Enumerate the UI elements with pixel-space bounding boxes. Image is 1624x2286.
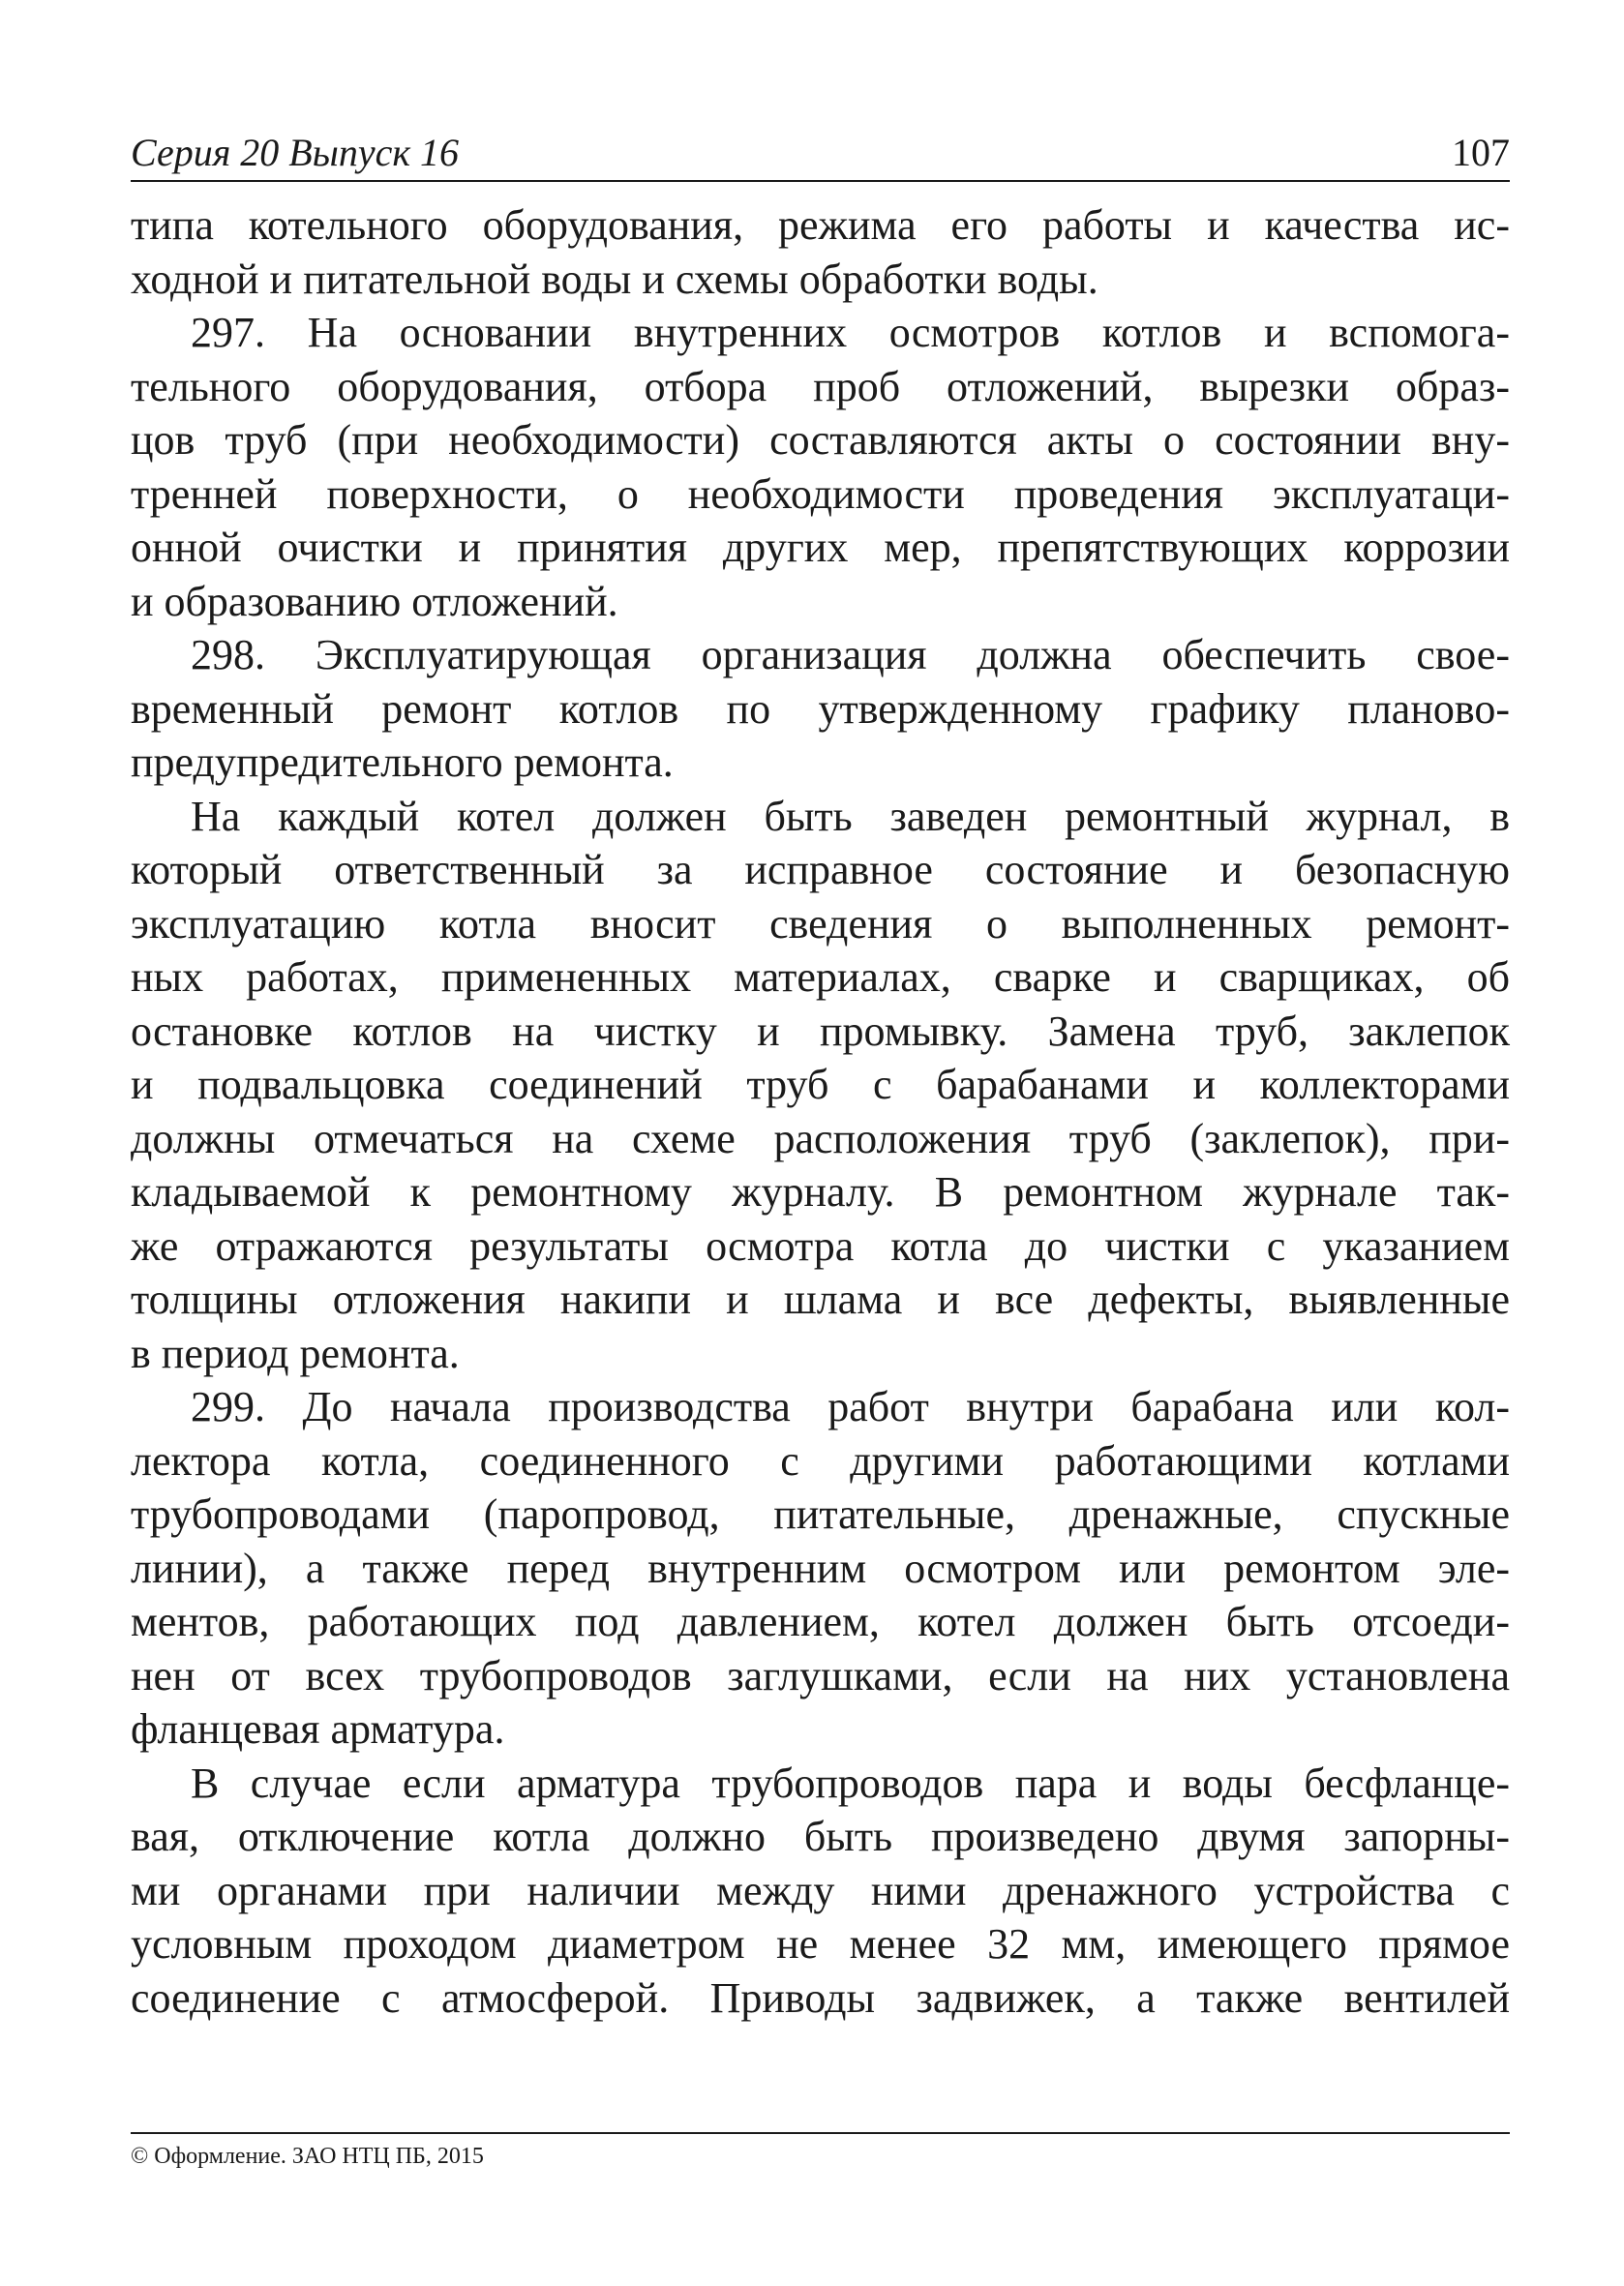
copyright-footer: © Оформление. ЗАО НТЦ ПБ, 2015 (131, 2144, 484, 2169)
text-line: фланцевая арматура. (131, 1705, 505, 1753)
text-line: В случае если арматура трубопроводов пара и воды бесфланце- (191, 1759, 1510, 1807)
text-line: ми органами при наличии между ними дренажного устройства с (131, 1866, 1510, 1914)
header-divider (131, 180, 1510, 182)
page-number: 107 (1452, 131, 1510, 174)
text-line: 297. На основании внутренних осмотров котлов и вспомога- (191, 309, 1510, 356)
text-line: кладываемой к ремонтному журналу. В ремонтном журнале так- (131, 1168, 1510, 1216)
text-line: эксплуатацию котла вносит сведения о выполненных ремонт- (131, 899, 1510, 947)
footer-divider (131, 2132, 1510, 2134)
text-line: и подвальцовка соединений труб с барабанами и коллекторами (131, 1061, 1510, 1108)
text-line: и образованию отложений. (131, 577, 618, 625)
text-line: 299. До начала производства работ внутри барабана или кол- (191, 1383, 1510, 1430)
text-line: типа котельного оборудования, режима его работы и качества ис- (131, 201, 1510, 249)
series-title: Серия 20 Выпуск 16 (131, 131, 460, 174)
text-line: тельного оборудования, отбора проб отложений, вырезки образ- (131, 362, 1510, 410)
text-line: который ответственный за исправное состояние и безопасную (131, 846, 1510, 893)
text-line: ных работах, примененных материалах, сварке и сварщиках, об (131, 953, 1510, 1001)
text-line: трубопроводами (паропровод, питательные, дренажные, спускные (131, 1490, 1510, 1538)
text-line: же отражаются результаты осмотра котла до чистки с указанием (131, 1221, 1510, 1270)
text-line: временный ремонт котлов по утвержденному графику планово- (131, 684, 1510, 733)
text-line: толщины отложения накипи и шлама и все дефекты, выявленные (131, 1276, 1510, 1323)
body-text (131, 198, 1510, 2025)
running-header (131, 126, 1510, 180)
text-line: тренней поверхности, о необходимости проведения эксплуатаци- (131, 469, 1510, 518)
text-line: в период ремонта. (131, 1329, 460, 1377)
text-line: линии), а также перед внутренним осмотром или ремонтом эле- (131, 1544, 1510, 1592)
text-line: 298. Эксплуатирующая организация должна обеспечить свое- (191, 631, 1510, 678)
text-line: ментов, работающих под давлением, котел должен быть отсоеди- (131, 1598, 1510, 1645)
text-line: лектора котла, соединенного с другими работающими котлами (131, 1436, 1510, 1485)
text-line: цов труб (при необходимости) составляются акты о состоянии вну- (131, 416, 1510, 464)
text-line: соединение с атмосферой. Приводы задвижек, а также вентилей (131, 1973, 1510, 2022)
text-line: ходной и питательной воды и схемы обработки воды. (131, 255, 1098, 303)
text-line: онной очистки и принятия других мер, препятствующих коррозии (131, 524, 1510, 571)
text-line: должны отмечаться на схеме расположения труб (заклепок), при- (131, 1114, 1510, 1162)
text-line: предупредительного ремонта. (131, 738, 674, 786)
text-line: нен от всех трубопроводов заглушками, если на них установлена (131, 1651, 1510, 1699)
text-line: остановке котлов на чистку и промывку. Замена труб, заклепок (131, 1007, 1510, 1055)
text-line: На каждый котел должен быть заведен ремонтный журнал, в (191, 792, 1510, 840)
text-line: условным проходом диаметром не менее 32 мм, имеющего прямое (131, 1920, 1510, 1968)
text-line: вая, отключение котла должно быть произведено двумя запорны- (131, 1813, 1510, 1860)
